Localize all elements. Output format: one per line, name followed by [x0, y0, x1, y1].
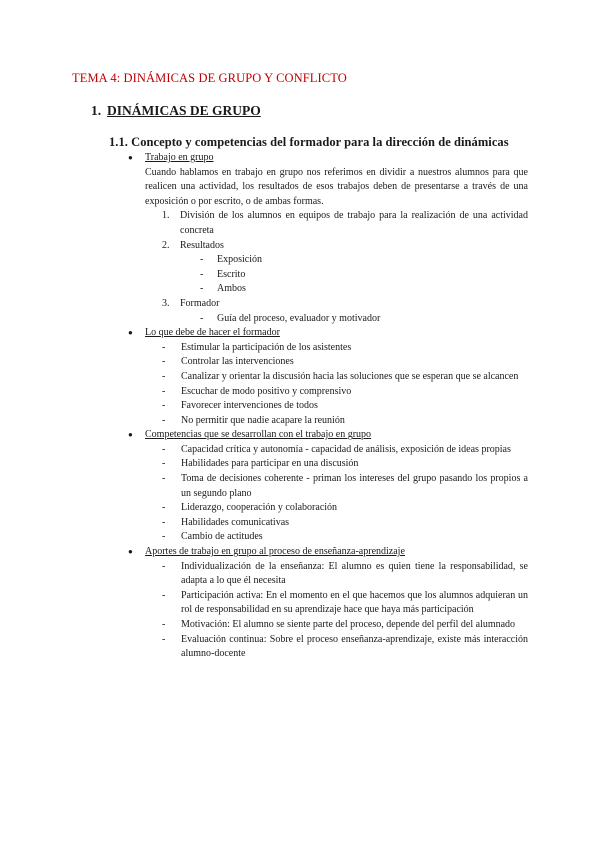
list-item-text: No permitir que nadie acapare la reunión — [181, 414, 345, 426]
dash-marker: - — [162, 516, 166, 528]
sub-list-item-text: Exposición — [217, 254, 262, 266]
list-item — [145, 209, 528, 238]
dash-marker: - — [162, 370, 166, 382]
list-item-text: Participación activa: En el momento en el que hacemos que los alumnos adquieran un rol de responsabilidad en su aprendizaje hace que haya más participación — [181, 589, 528, 616]
list-item — [145, 297, 528, 312]
list-item-text: Habilidades comunicativas — [181, 516, 290, 528]
list-item-text: Favorecer intervenciones de todos — [181, 400, 318, 412]
dash-marker: - — [200, 254, 204, 266]
list-item-text: Cambio de actitudes — [181, 531, 263, 543]
list-item — [145, 501, 528, 516]
dash-marker: - — [162, 502, 166, 514]
list-item-text: Liderazgo, cooperación y colaboración — [181, 502, 338, 514]
sub-list-item-text: Guía del proceso, evaluador y motivador — [217, 312, 381, 324]
dash-list — [145, 443, 528, 545]
sub-list-item — [145, 312, 528, 327]
list-item — [145, 443, 528, 458]
dash-marker: - — [162, 385, 166, 397]
dash-marker: - — [162, 633, 166, 645]
list-item — [145, 618, 528, 633]
list-item — [145, 560, 528, 589]
list-item — [145, 355, 528, 370]
dash-list — [145, 560, 528, 662]
dash-marker: - — [162, 414, 166, 426]
list-number: 3. — [162, 297, 170, 309]
list-item — [145, 414, 528, 429]
section-aportes — [0, 545, 600, 662]
section-label: Lo que debe de hacer el formador — [145, 327, 280, 339]
section-label: Aportes de trabajo en grupo al proceso de enseñanza-aprendizaje — [145, 546, 405, 558]
list-item — [145, 516, 528, 531]
bullet-icon: ● — [128, 430, 133, 440]
ordered-list — [145, 209, 528, 326]
document-body — [0, 151, 600, 662]
section-label: Trabajo en grupo — [145, 152, 214, 163]
section-formador — [0, 326, 600, 428]
section-label: Competencias que se desarrollan con el trabajo en grupo — [145, 429, 372, 441]
list-number: 2. — [162, 239, 170, 251]
sub-list-item — [145, 268, 528, 283]
list-item-text: Canalizar y orientar la discusión hacia las soluciones que se esperan que se alcancen — [181, 370, 519, 382]
list-item — [145, 530, 528, 545]
list-item-text: Individualización de la enseñanza: El alumno es quien tiene la responsabilidad, se adapta a lo que él necesita — [181, 560, 528, 587]
list-item-text: Evaluación continua: Sobre el proceso enseñanza-aprendizaje, existe más interacción alumno-docente — [181, 633, 528, 660]
bullet-icon: ● — [128, 547, 133, 557]
dash-marker: - — [162, 589, 166, 601]
list-item — [145, 385, 528, 400]
bullet-icon: ● — [128, 153, 133, 162]
list-item-text: Escuchar de modo positivo y comprensivo — [181, 385, 352, 397]
list-item-text: Estimular la participación de los asistentes — [181, 341, 352, 353]
section-number: 1. — [91, 103, 102, 118]
bullet-icon: ● — [128, 328, 133, 338]
list-item — [145, 341, 528, 356]
list-number: 1. — [162, 210, 170, 222]
list-item-text: División de los alumnos en equipos de trabajo para la realización de una actividad concreta — [180, 210, 528, 236]
dash-marker: - — [200, 312, 204, 324]
section-title: DINÁMICAS DE GRUPO — [107, 103, 261, 118]
list-item — [145, 399, 528, 414]
sub-list-item-text: Escrito — [217, 268, 246, 280]
dash-marker: - — [162, 560, 166, 572]
dash-list — [145, 341, 528, 429]
section-heading — [91, 103, 261, 119]
dash-marker: - — [200, 283, 204, 295]
list-item — [145, 457, 528, 472]
list-item — [145, 589, 528, 618]
dash-marker: - — [162, 341, 166, 353]
list-item-text: Formador — [180, 297, 220, 309]
list-item — [145, 633, 528, 662]
sub-list-item — [145, 282, 528, 297]
paragraph: Cuando hablamos en trabajo en grupo nos referimos en dividir a nuestros alumnos para que realicen una actividad, los resultados de esos trabajos deben de presentarse a través de una exposición o por escrito, o de ambas formas. — [145, 166, 528, 207]
list-item-text: Capacidad crítica y autonomía - capacidad de análisis, exposición de ideas propias — [181, 443, 511, 455]
list-item — [145, 370, 528, 385]
section-competencias — [0, 428, 600, 545]
sub-list-item-text: Ambos — [217, 283, 246, 295]
sub-list-item — [145, 253, 528, 268]
dash-marker: - — [162, 356, 166, 368]
dash-marker: - — [162, 443, 166, 455]
list-item — [145, 472, 528, 501]
list-item-text: Motivación: El alumno se siente parte del proceso, depende del perfil del alumnado — [181, 619, 516, 630]
dash-marker: - — [162, 619, 166, 630]
dash-marker: - — [162, 473, 166, 485]
list-item — [145, 239, 528, 254]
list-item-text: Habilidades para participar en una discusión — [181, 458, 359, 470]
section-trabajo-en-grupo — [0, 151, 600, 326]
dash-marker: - — [162, 458, 166, 470]
list-item-text: Controlar las intervenciones — [181, 356, 294, 368]
subsection-heading: 1.1. Concepto y competencias del formador para la dirección de dinámicas — [109, 135, 509, 149]
document-title: TEMA 4: DINÁMICAS DE GRUPO Y CONFLICTO — [72, 71, 347, 85]
dash-marker: - — [162, 531, 166, 543]
dash-marker: - — [162, 400, 166, 412]
list-item-text: Resultados — [180, 239, 224, 251]
dash-marker: - — [200, 268, 204, 280]
list-item-text: Toma de decisiones coherente - priman los intereses del grupo pasando los propios a un segundo plano — [181, 473, 528, 499]
